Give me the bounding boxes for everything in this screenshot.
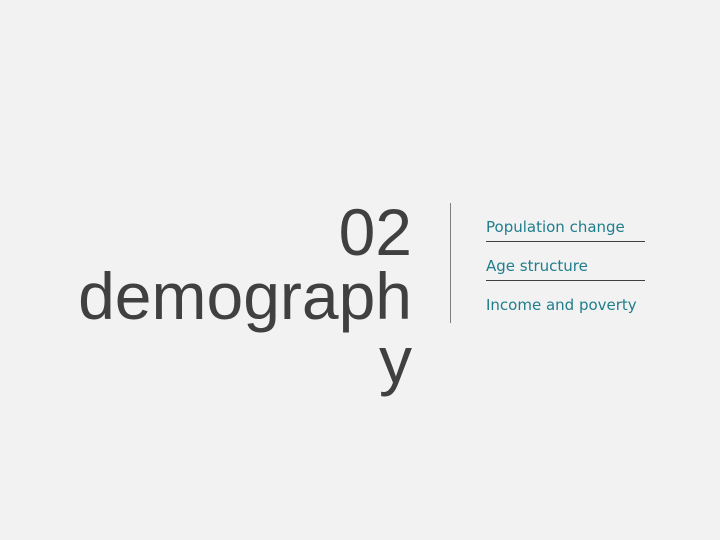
table-of-contents — [486, 214, 646, 331]
toc-item-label: Population change — [486, 218, 625, 236]
section-number: 02 — [338, 195, 412, 269]
toc-item-label: Age structure — [486, 257, 588, 275]
toc-item-label: Income and poverty — [486, 296, 637, 314]
toc-item-underline — [486, 241, 645, 242]
toc-item-population-change[interactable] — [486, 214, 646, 253]
section-title — [52, 195, 412, 397]
section-title-line-1: demograph — [78, 259, 412, 333]
toc-item-age-structure[interactable] — [486, 253, 646, 292]
vertical-divider — [450, 203, 451, 323]
section-title-line-2: y — [379, 323, 412, 397]
toc-item-income-and-poverty[interactable] — [486, 292, 646, 331]
toc-item-underline — [486, 280, 645, 281]
